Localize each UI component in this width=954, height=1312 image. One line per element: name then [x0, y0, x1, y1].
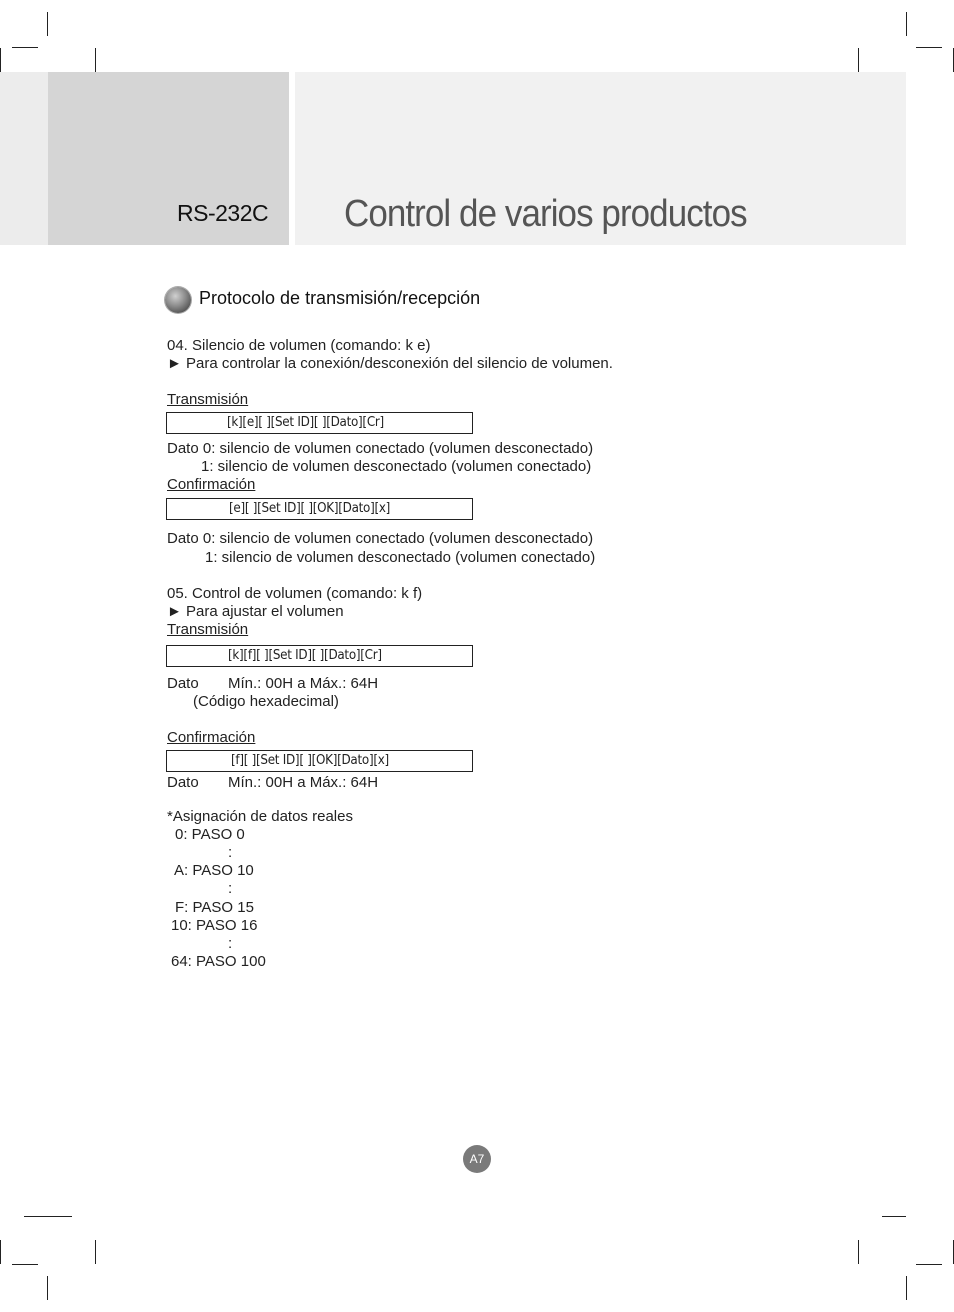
- bullet-ball-icon: [165, 287, 191, 313]
- sec05-ack-label: Confirmación: [167, 729, 256, 746]
- sec05-tx-note: (Código hexadecimal): [193, 693, 339, 710]
- sec04-tx-command: [k][e][ ][Set ID][ ][Dato][Cr]: [227, 415, 384, 430]
- sec04-ack-label: Confirmación: [167, 476, 256, 493]
- sec04-tx-label: Transmisión: [167, 391, 249, 408]
- mapping-title: *Asignación de datos reales: [167, 808, 353, 825]
- crop-mark: [47, 12, 48, 36]
- section-label: RS-232C: [177, 200, 269, 226]
- sec05-ack-command-box: [166, 750, 473, 772]
- sec04-ack-command-box: [166, 498, 473, 520]
- crop-mark: [12, 47, 38, 48]
- sec04-heading: 04. Silencio de volumen (comando: k e): [167, 337, 431, 354]
- sec04-desc: ► Para controlar la conexión/desconexión del silencio de volumen.: [167, 355, 613, 372]
- mapping-row: :: [228, 935, 233, 952]
- sec05-tx-label: Transmisión: [167, 621, 249, 638]
- crop-mark: [858, 48, 859, 72]
- sec05-ack-dato: Dato: [167, 774, 199, 791]
- crop-mark: [0, 48, 1, 72]
- crop-mark: [24, 1216, 72, 1217]
- crop-mark: [858, 1240, 859, 1264]
- mapping-row: 0: PASO 0: [175, 826, 245, 843]
- sec05-tx-command: [k][f][ ][Set ID][ ][Dato][Cr]: [228, 648, 382, 663]
- sec04-ack-dato0: Dato 0: silencio de volumen conectado (volumen desconectado): [167, 530, 594, 547]
- crop-mark: [12, 1264, 38, 1265]
- mapping-row: A: PASO 10: [174, 862, 254, 879]
- sec04-tx-command-box: [166, 412, 473, 434]
- sec05-ack-command: [f][ ][Set ID][ ][OK][Dato][x]: [231, 753, 389, 768]
- crop-mark: [882, 1216, 906, 1217]
- crop-mark: [0, 1240, 1, 1264]
- page-number-badge: A7: [463, 1145, 491, 1173]
- sec04-ack-command: [e][ ][Set ID][ ][OK][Dato][x]: [229, 501, 391, 516]
- sec05-tx-range: Mín.: 00H a Máx.: 64H: [228, 675, 379, 692]
- mapping-row: 10: PASO 16: [171, 917, 258, 934]
- crop-mark: [906, 1276, 907, 1300]
- crop-mark: [95, 48, 96, 72]
- sec05-tx-dato: Dato: [167, 675, 199, 692]
- crop-mark: [916, 47, 942, 48]
- sec05-tx-command-box: [166, 645, 473, 667]
- mapping-row: :: [228, 880, 233, 897]
- sec04-tx-dato0: Dato 0: silencio de volumen conectado (volumen desconectado): [167, 440, 594, 457]
- mapping-row: 64: PASO 100: [171, 953, 266, 970]
- sec04-ack-dato1: 1: silencio de volumen desconectado (volumen conectado): [205, 549, 596, 566]
- crop-mark: [906, 12, 907, 36]
- crop-mark: [47, 1276, 48, 1300]
- subtitle: Protocolo de transmisión/recepción: [199, 288, 481, 308]
- crop-mark: [916, 1264, 942, 1265]
- sec04-tx-dato1: 1: silencio de volumen desconectado (volumen conectado): [201, 458, 592, 475]
- sec05-heading: 05. Control de volumen (comando: k f): [167, 585, 423, 602]
- mapping-row: F: PASO 15: [175, 899, 254, 916]
- page-title: Control de varios productos: [344, 193, 747, 235]
- sec05-desc: ► Para ajustar el volumen: [167, 603, 344, 620]
- mapping-row: :: [228, 844, 233, 861]
- sec05-ack-range: Mín.: 00H a Máx.: 64H: [228, 774, 379, 791]
- crop-mark: [95, 1240, 96, 1264]
